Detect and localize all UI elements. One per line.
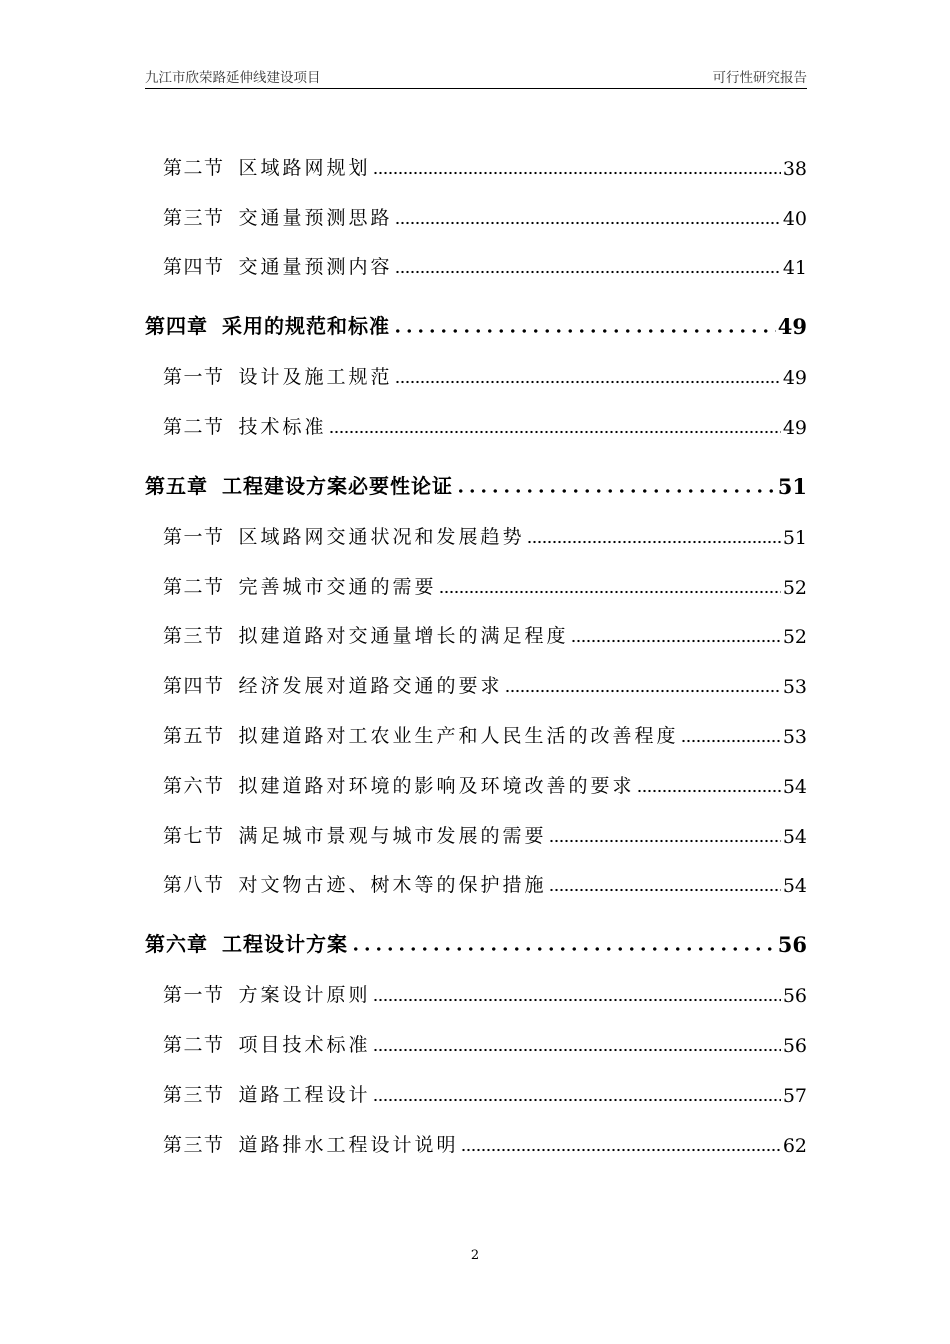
toc-dot-leader (373, 1098, 781, 1102)
toc-section-entry[interactable] (145, 798, 807, 848)
header-report-type: 可行性研究报告 (712, 70, 807, 86)
toc-entry-title: 项目技术标准 (238, 1033, 371, 1056)
toc-entry-label: 第四节 (163, 256, 225, 279)
toc-entry-page: 54 (782, 875, 807, 898)
toc-entry-label: 第七节 (163, 824, 225, 847)
toc-section-entry[interactable] (145, 698, 807, 748)
toc-entry-label: 第一节 (163, 984, 225, 1007)
toc-dot-leader (395, 380, 781, 384)
toc-section-entry[interactable] (145, 1057, 807, 1107)
toc-entry-title: 区域路网规划 (238, 156, 371, 179)
toc-dot-leader (461, 1148, 781, 1152)
toc-entry-label: 第三节 (163, 1133, 225, 1156)
toc-entry-title: 交通量预测思路 (238, 206, 393, 229)
toc-entry-label: 第三节 (163, 625, 225, 648)
toc-entry-label: 第五章 (145, 473, 208, 498)
toc-dot-leader (549, 888, 781, 892)
toc-entry-page: 57 (782, 1084, 807, 1107)
toc-entry-label: 第三节 (163, 1083, 225, 1106)
toc-entry-title: 方案设计原则 (238, 984, 371, 1007)
toc-dot-leader (373, 998, 781, 1002)
toc-entry-page: 62 (782, 1134, 807, 1157)
toc-dot-leader (329, 430, 781, 434)
toc-entry-page: 54 (782, 825, 807, 848)
toc-entry-label: 第二节 (163, 415, 225, 438)
toc-entry-title: 采用的规范和标准 (222, 314, 390, 339)
toc-dot-leader (549, 839, 781, 843)
toc-section-entry[interactable] (145, 1007, 807, 1057)
toc-entry-page: 38 (782, 157, 807, 180)
toc-entry-page: 56 (782, 985, 807, 1008)
toc-entry-label: 第八节 (163, 874, 225, 897)
toc-entry-page: 51 (782, 526, 807, 549)
toc-dot-leader (373, 171, 781, 175)
toc-entry-title: 交通量预测内容 (238, 256, 393, 279)
toc-chapter-entry[interactable] (145, 439, 807, 499)
toc-chapter-entry[interactable] (145, 279, 807, 339)
toc-entry-label: 第六章 (145, 932, 208, 957)
toc-section-entry[interactable] (145, 599, 807, 649)
toc-entry-label: 第五节 (163, 724, 225, 747)
toc-entry-page: 49 (782, 367, 807, 390)
toc-entry-page: 53 (782, 676, 807, 699)
toc-section-entry[interactable] (145, 180, 807, 230)
toc-entry-page: 40 (782, 207, 807, 230)
toc-entry-label: 第四章 (145, 314, 208, 339)
toc-section-entry[interactable] (145, 648, 807, 698)
toc-entry-title: 拟建道路对工农业生产和人民生活的改善程度 (238, 724, 679, 747)
toc-entry-title: 工程设计方案 (222, 932, 348, 957)
toc-entry-title: 区域路网交通状况和发展趋势 (238, 525, 525, 548)
toc-section-entry[interactable] (145, 748, 807, 798)
header-project-title: 九江市欣荣路延伸线建设项目 (145, 70, 321, 86)
toc-entry-page: 53 (782, 725, 807, 748)
toc-entry-title: 道路工程设计 (238, 1083, 371, 1106)
toc-entry-title: 拟建道路对环境的影响及环境改善的要求 (238, 774, 635, 797)
toc-dot-leader (527, 540, 781, 544)
toc-entry-title: 完善城市交通的需要 (238, 575, 437, 598)
toc-entry-page: 49 (782, 416, 807, 439)
toc-dot-leader (439, 590, 781, 594)
toc-entry-label: 第二节 (163, 575, 225, 598)
toc-entry-page: 52 (782, 576, 807, 599)
toc-entry-page: 51 (777, 473, 807, 499)
toc-entry-title: 经济发展对道路交通的要求 (238, 675, 503, 698)
toc-section-entry[interactable] (145, 499, 807, 549)
toc-entry-label: 第三节 (163, 206, 225, 229)
toc-entry-page: 56 (777, 932, 807, 958)
toc-section-entry[interactable] (145, 848, 807, 898)
toc-entry-page: 54 (782, 775, 807, 798)
toc-dot-leader (350, 947, 776, 951)
toc-dot-leader (373, 1048, 781, 1052)
toc-entry-label: 第二节 (163, 1033, 225, 1056)
toc-dot-leader (637, 789, 781, 793)
toc-entry-title: 满足城市景观与城市发展的需要 (238, 824, 547, 847)
toc-entry-page: 49 (777, 314, 807, 340)
toc-section-entry[interactable] (145, 130, 807, 180)
toc-dot-leader (455, 489, 776, 493)
toc-entry-label: 第一节 (163, 525, 225, 548)
page-header (145, 62, 807, 89)
toc-section-entry[interactable] (145, 339, 807, 389)
toc-section-entry[interactable] (145, 1107, 807, 1157)
toc-entry-title: 对文物古迹、树木等的保护措施 (238, 874, 547, 897)
toc-section-entry[interactable] (145, 230, 807, 280)
toc-chapter-entry[interactable] (145, 897, 807, 957)
toc-entry-title: 道路排水工程设计说明 (238, 1133, 459, 1156)
toc-entry-title: 拟建道路对交通量增长的满足程度 (238, 625, 569, 648)
toc-dot-leader (571, 639, 781, 643)
page-number: 2 (470, 1248, 480, 1263)
table-of-contents (145, 130, 807, 1157)
toc-section-entry[interactable] (145, 389, 807, 439)
toc-dot-leader (395, 270, 781, 274)
toc-entry-title: 技术标准 (238, 415, 327, 438)
toc-entry-label: 第六节 (163, 774, 225, 797)
toc-section-entry[interactable] (145, 957, 807, 1007)
toc-entry-title: 工程建设方案必要性论证 (222, 473, 453, 498)
toc-entry-label: 第二节 (163, 156, 225, 179)
toc-dot-leader (392, 329, 776, 333)
toc-dot-leader (681, 739, 781, 743)
toc-entry-page: 41 (782, 257, 807, 280)
toc-dot-leader (505, 689, 781, 693)
toc-dot-leader (395, 221, 781, 225)
toc-entry-title: 设计及施工规范 (238, 366, 393, 389)
toc-entry-page: 56 (782, 1034, 807, 1057)
toc-entry-page: 52 (782, 626, 807, 649)
toc-section-entry[interactable] (145, 549, 807, 599)
toc-entry-label: 第四节 (163, 675, 225, 698)
toc-entry-label: 第一节 (163, 366, 225, 389)
